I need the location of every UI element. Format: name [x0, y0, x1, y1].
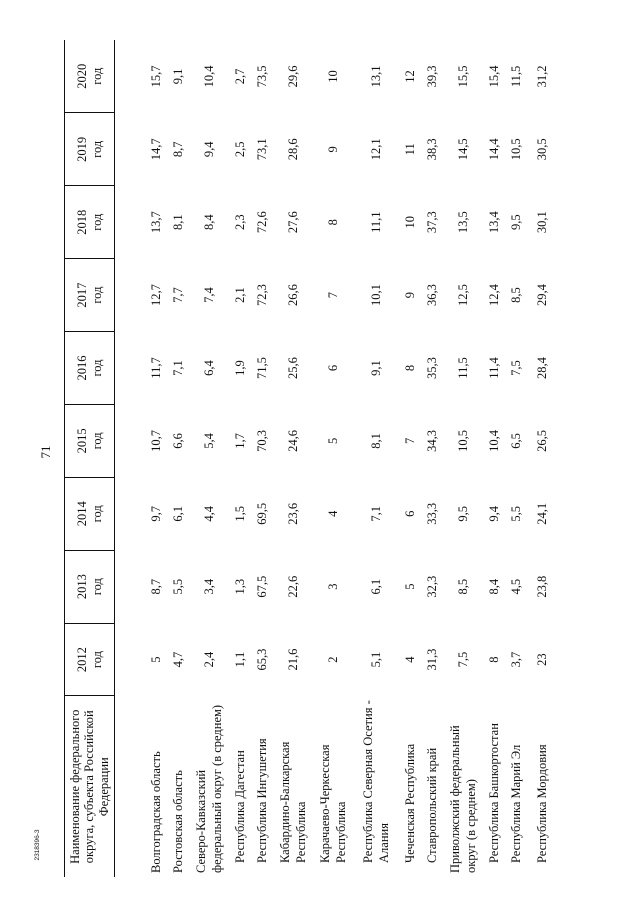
value-cell: 15,7 — [148, 65, 163, 88]
value-cell: 28,6 — [285, 138, 300, 161]
value-cell: 7,1 — [170, 360, 185, 376]
value-cell: 10,4 — [201, 65, 216, 88]
table-row — [483, 40, 505, 877]
value-cell: 8,7 — [148, 578, 163, 595]
value-cell: 6 — [402, 510, 417, 517]
value-cell: 7,1 — [368, 505, 383, 522]
value-cell: 3,4 — [201, 578, 216, 595]
value-cell: 70,3 — [254, 429, 269, 452]
table-row — [167, 40, 189, 877]
value-cell: 2,4 — [201, 651, 216, 668]
value-cell: 33,3 — [424, 502, 439, 525]
table-spacer-row — [115, 40, 146, 877]
value-cell: 1,9 — [232, 360, 247, 376]
value-cell: 39,3 — [424, 65, 439, 88]
value-cell: 25,6 — [285, 357, 300, 379]
table-body — [115, 40, 558, 877]
value-cell: 11,1 — [368, 211, 383, 233]
row-name-cell: Республика Дагестан — [232, 750, 247, 863]
value-cell: 9,4 — [486, 505, 501, 522]
header-unit: год — [89, 67, 104, 85]
value-cell: 9,7 — [148, 505, 163, 522]
value-cell: 9 — [325, 146, 340, 153]
value-cell: 12,7 — [148, 284, 163, 307]
header-year: 2017 — [75, 282, 90, 308]
value-cell: 4 — [402, 656, 417, 663]
value-cell: 6,1 — [368, 578, 383, 595]
value-cell: 28,4 — [534, 357, 549, 379]
header-year-2014 — [65, 477, 115, 550]
value-cell: 32,3 — [424, 575, 439, 598]
header-year: 2014 — [75, 501, 90, 527]
header-year-2020 — [65, 40, 115, 113]
value-cell: 11,5 — [455, 357, 470, 379]
value-cell: 11,4 — [486, 357, 501, 379]
header-year: 2018 — [75, 209, 90, 235]
header-year-2013 — [65, 550, 115, 623]
value-cell: 72,3 — [254, 284, 269, 307]
row-name-cell: Ростовская область — [170, 770, 185, 873]
value-cell: 29,6 — [285, 65, 300, 88]
value-cell: 2 — [325, 656, 340, 663]
row-name-cell: Республика Ингушетия — [254, 738, 269, 863]
value-cell: 36,3 — [424, 284, 439, 307]
value-cell: 7,7 — [170, 287, 185, 303]
value-cell: 8,1 — [170, 214, 185, 231]
row-name-cell: Волгоградская область — [148, 751, 163, 873]
value-cell: 15,4 — [486, 65, 501, 88]
row-name-cell: Республика Мордовия — [534, 744, 549, 863]
table-row — [421, 40, 443, 877]
row-name-cell: Приволжский федеральный округ (в среднем) — [447, 725, 478, 873]
header-year: 2020 — [75, 63, 90, 89]
value-cell: 31,2 — [534, 65, 549, 88]
table-container — [64, 40, 560, 877]
header-unit: год — [89, 578, 104, 596]
value-cell: 1,3 — [232, 578, 247, 595]
value-cell: 5,5 — [170, 578, 185, 595]
row-name-cell: Чеченская Республика — [402, 743, 417, 863]
header-unit: год — [89, 651, 104, 669]
value-cell: 9 — [402, 291, 417, 299]
value-cell: 29,4 — [534, 284, 549, 307]
value-cell: 2,3 — [232, 214, 247, 231]
value-cell: 10,7 — [148, 429, 163, 452]
value-cell: 4,7 — [170, 651, 185, 668]
value-cell: 24,6 — [285, 429, 300, 452]
value-cell: 4,5 — [508, 578, 523, 595]
value-cell: 13,5 — [455, 211, 470, 234]
header-year-2017 — [65, 259, 115, 332]
value-cell: 9,4 — [201, 141, 216, 158]
value-cell: 71,5 — [254, 357, 269, 379]
value-cell: 24,1 — [534, 502, 549, 525]
value-cell: 13,7 — [148, 211, 163, 234]
header-year-2018 — [65, 186, 115, 259]
value-cell: 11,5 — [508, 65, 523, 88]
value-cell: 37,3 — [424, 211, 439, 234]
value-cell: 5 — [325, 437, 340, 445]
row-name-cell: Республика Марий Эл — [508, 744, 523, 863]
value-cell: 8,4 — [201, 214, 216, 231]
value-cell: 9,5 — [455, 505, 470, 522]
value-cell: 65,3 — [254, 648, 269, 671]
value-cell: 69,5 — [254, 502, 269, 525]
value-cell: 1,1 — [232, 651, 247, 668]
value-cell: 10,5 — [455, 429, 470, 452]
value-cell: 30,1 — [534, 211, 549, 234]
value-cell: 6 — [325, 364, 340, 372]
page-number: 71 — [38, 445, 53, 459]
value-cell: 6,6 — [170, 433, 185, 449]
value-cell: 4 — [325, 510, 340, 517]
table-row — [443, 40, 483, 877]
value-cell: 11,7 — [148, 357, 163, 379]
value-cell: 10,4 — [486, 429, 501, 452]
value-cell: 3,7 — [508, 651, 523, 668]
value-cell: 8,5 — [455, 578, 470, 595]
value-cell: 22,6 — [285, 575, 300, 598]
header-year-2015 — [65, 404, 115, 477]
header-unit: год — [89, 286, 104, 304]
value-cell: 14,5 — [455, 138, 470, 161]
value-cell: 23 — [534, 653, 549, 666]
value-cell: 14,4 — [486, 138, 501, 161]
value-cell: 2,5 — [232, 141, 247, 158]
value-cell: 5 — [148, 656, 163, 663]
header-unit: год — [89, 140, 104, 158]
value-cell: 72,6 — [254, 211, 269, 234]
value-cell: 8,7 — [170, 141, 185, 158]
header-unit: год — [89, 213, 104, 231]
value-cell: 12,4 — [486, 284, 501, 307]
value-cell: 12 — [402, 70, 417, 83]
value-cell: 5,1 — [368, 651, 383, 668]
value-cell: 8,1 — [368, 433, 383, 449]
value-cell: 9,1 — [368, 360, 383, 376]
value-cell: 10 — [402, 215, 417, 229]
header-year: 2019 — [75, 136, 90, 162]
value-cell: 7 — [402, 437, 417, 445]
document-code: 2318396-3 — [34, 829, 41, 861]
header-unit: год — [89, 359, 104, 377]
value-cell: 6,5 — [508, 433, 523, 449]
table-row — [145, 40, 167, 877]
row-name-cell: Республика Северная Осетия - Алания — [360, 700, 391, 863]
value-cell: 30,5 — [534, 138, 549, 161]
value-cell: 6,4 — [201, 360, 216, 376]
table-row — [527, 40, 557, 877]
value-cell: 8 — [486, 656, 501, 663]
header-year: 2015 — [75, 428, 90, 454]
table-row — [273, 40, 313, 877]
row-name-cell: Карачаево-Черкесская Республика — [317, 744, 348, 863]
value-cell: 27,6 — [285, 211, 300, 234]
header-unit: год — [89, 432, 104, 450]
value-cell: 34,3 — [424, 429, 439, 452]
value-cell: 7,4 — [201, 287, 216, 303]
header-row — [65, 40, 115, 877]
value-cell: 26,6 — [285, 284, 300, 307]
table-rotation-frame — [64, 40, 560, 877]
table-row — [229, 40, 251, 877]
value-cell: 15,5 — [455, 65, 470, 88]
value-cell: 9,5 — [508, 214, 523, 231]
value-cell: 10,5 — [508, 138, 523, 161]
value-cell: 73,5 — [254, 65, 269, 88]
value-cell: 10,1 — [368, 284, 383, 307]
value-cell: 2,1 — [232, 287, 247, 303]
value-cell: 12,1 — [368, 138, 383, 161]
value-cell: 12,5 — [455, 284, 470, 307]
value-cell: 10 — [325, 70, 340, 83]
value-cell: 7,5 — [455, 651, 470, 668]
value-cell: 13,1 — [368, 65, 383, 88]
value-cell: 7 — [325, 291, 340, 299]
value-cell: 2,7 — [232, 68, 247, 85]
table-header — [65, 40, 115, 877]
value-cell: 4,4 — [201, 505, 216, 522]
header-year: 2016 — [75, 355, 90, 381]
header-name-cell: Наименование федерального округа, субъекта Российской Федерации — [65, 696, 115, 877]
value-cell: 1,5 — [232, 505, 247, 522]
header-unit: год — [89, 505, 104, 523]
value-cell: 73,1 — [254, 138, 269, 161]
value-cell: 1,7 — [232, 433, 247, 449]
row-name-cell: Северо-Кавказский федеральный округ (в среднем) — [193, 704, 224, 873]
value-cell: 8,5 — [508, 287, 523, 303]
table-row — [313, 40, 353, 877]
table-row — [189, 40, 229, 877]
data-table — [64, 40, 557, 877]
value-cell: 9,1 — [170, 68, 185, 85]
value-cell: 7,5 — [508, 360, 523, 376]
table-row — [399, 40, 421, 877]
value-cell: 6,1 — [170, 505, 185, 522]
header-year-2012 — [65, 623, 115, 696]
header-year: 2013 — [75, 574, 90, 600]
value-cell: 14,7 — [148, 138, 163, 161]
value-cell: 21,6 — [285, 648, 300, 671]
value-cell: 8,4 — [486, 578, 501, 595]
table-row — [251, 40, 273, 877]
value-cell: 35,3 — [424, 357, 439, 379]
value-cell: 8 — [402, 364, 417, 372]
header-year: 2012 — [75, 647, 90, 673]
row-name-cell: Республика Башкортостан — [486, 723, 501, 863]
value-cell: 13,4 — [486, 211, 501, 234]
table-row — [505, 40, 527, 877]
value-cell: 3 — [325, 583, 340, 590]
value-cell: 67,5 — [254, 575, 269, 598]
value-cell: 11 — [402, 143, 417, 156]
value-cell: 5,4 — [201, 433, 216, 449]
value-cell: 31,3 — [424, 648, 439, 671]
value-cell: 23,8 — [534, 575, 549, 598]
header-year-2019 — [65, 113, 115, 186]
value-cell: 8 — [325, 219, 340, 226]
spacer-cell — [115, 40, 146, 877]
value-cell: 5 — [402, 583, 417, 590]
value-cell: 26,5 — [534, 429, 549, 452]
value-cell: 5,5 — [508, 505, 523, 522]
value-cell: 38,3 — [424, 138, 439, 161]
header-year-2016 — [65, 332, 115, 405]
row-name-cell: Ставропольский край — [424, 747, 439, 863]
table-row — [353, 40, 399, 877]
value-cell: 23,6 — [285, 502, 300, 525]
row-name-cell: Кабардино-Балкарская Республика — [277, 741, 308, 863]
